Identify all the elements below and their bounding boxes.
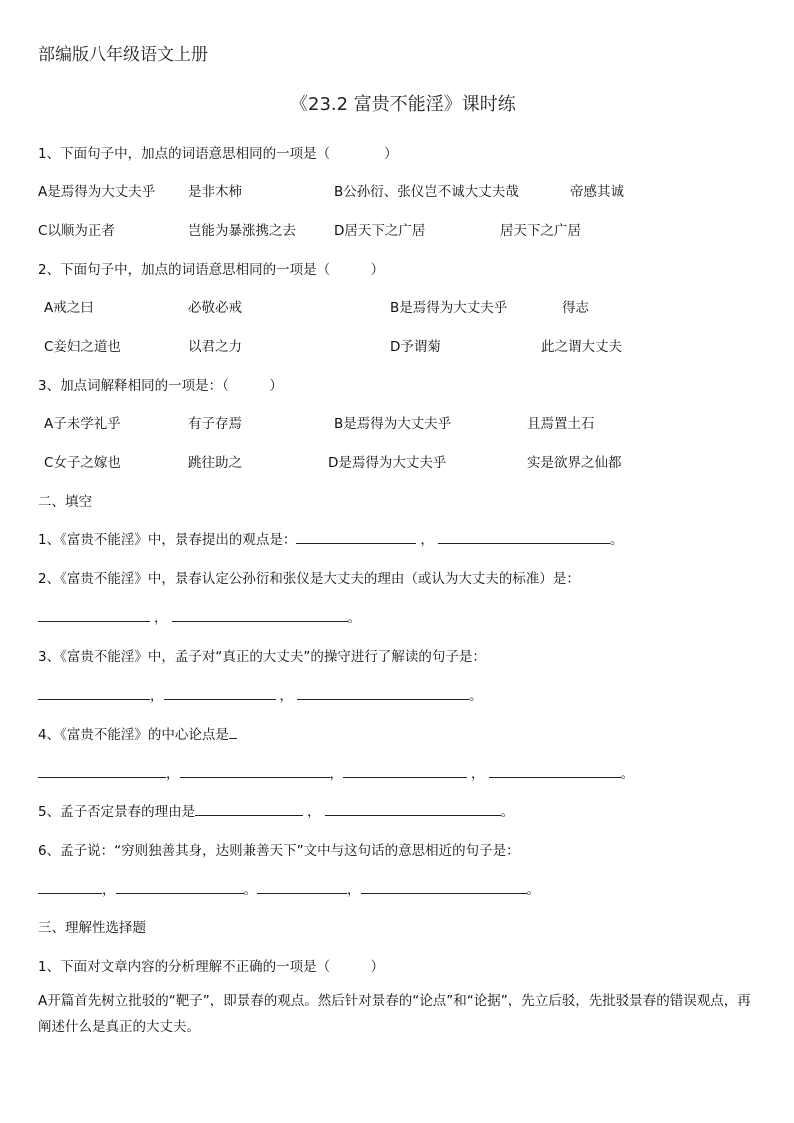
fill-q2-answer bbox=[38, 606, 361, 626]
fill-q3-sep-1: ， bbox=[150, 688, 164, 704]
fill-q6-blank-2[interactable] bbox=[116, 879, 244, 894]
q3-option-b-2: 且焉置土石 bbox=[527, 416, 595, 432]
q2-option-a-1: A戒之曰 bbox=[44, 300, 94, 316]
fill-q4-blank-4[interactable] bbox=[489, 763, 621, 778]
q1-option-d-2: 居天下之广居 bbox=[500, 223, 581, 239]
q1-option-c-1: C以顺为正者 bbox=[38, 223, 115, 239]
fill-q1-blank-1[interactable] bbox=[296, 529, 416, 544]
q2-stem: 2、下面句子中，加点的词语意思相同的一项是（ ） bbox=[38, 262, 385, 278]
q2-option-c-2: 以君之力 bbox=[188, 339, 242, 355]
fill-q4-sep-2: ， bbox=[329, 766, 343, 782]
q2-option-b-2: 得志 bbox=[562, 300, 589, 316]
q3-option-c-1: C女子之嫁也 bbox=[44, 455, 121, 471]
q1-option-a-1: A是焉得为大丈夫乎 bbox=[38, 184, 156, 200]
q1-option-c-2: 岂能为暴涨携之去 bbox=[188, 223, 296, 239]
q3-option-c-2: 跳往助之 bbox=[188, 455, 242, 471]
fill-q6-end: 。 bbox=[526, 882, 540, 898]
fill-q6-sep-3: ， bbox=[347, 882, 361, 898]
fill-q3-blank-3[interactable] bbox=[297, 685, 469, 700]
q1-option-b-2: 帝感其诚 bbox=[570, 184, 624, 200]
fill-q4-answer bbox=[38, 762, 634, 782]
q1-option-d-1: D居天下之广居 bbox=[334, 223, 426, 239]
fill-q5-end: 。 bbox=[500, 804, 515, 820]
fill-q1-sep: ， bbox=[420, 532, 434, 548]
fill-q6-blank-1[interactable] bbox=[38, 879, 102, 894]
fill-q5-blank-1[interactable] bbox=[195, 801, 303, 816]
fill-q3-sep-2: ， bbox=[279, 688, 293, 704]
fill-q1-text: 1、《富贵不能淫》中，景春提出的观点是： bbox=[38, 532, 297, 548]
fill-q4-blank-2[interactable] bbox=[180, 763, 330, 778]
document-title: 《23.2 富贵不能淫》课时练 bbox=[290, 94, 516, 115]
fill-q5-text: 5、孟子否定景春的理由是 bbox=[38, 804, 196, 820]
fill-q1 bbox=[38, 528, 623, 548]
fill-q3-blank-2[interactable] bbox=[164, 685, 276, 700]
fill-q4-blank-inline[interactable] bbox=[229, 724, 237, 739]
fill-q3-blank-1[interactable] bbox=[38, 685, 150, 700]
fill-q3-end: 。 bbox=[469, 688, 483, 704]
fill-q2-blank-1[interactable] bbox=[38, 607, 150, 622]
fill-q5-sep: ， bbox=[307, 804, 321, 820]
q3-stem: 3、加点词解释相同的一项是：（ ） bbox=[38, 378, 283, 394]
q1-stem: 1、下面句子中，加点的词语意思相同的一项是（ ） bbox=[38, 146, 398, 162]
document-header: 部编版八年级语文上册 bbox=[38, 45, 208, 65]
q3-option-d-2: 实是欲界之仙都 bbox=[527, 455, 622, 471]
q2-option-b-1: B是焉得为大丈夫乎 bbox=[390, 300, 508, 316]
q2-option-a-2: 必敬必戒 bbox=[188, 300, 242, 316]
q3-option-b-1: B是焉得为大丈夫乎 bbox=[334, 416, 452, 432]
q1-option-a-2: 是非木柿 bbox=[188, 184, 242, 200]
fill-q5 bbox=[38, 800, 514, 820]
section-fill-in-heading: 二、填空 bbox=[38, 494, 92, 510]
fill-q3-text: 3、《富贵不能淫》中，孟子对“真正的大丈夫”的操守进行了解读的句子是： bbox=[38, 649, 486, 665]
q3-option-a-2: 有子存焉 bbox=[188, 416, 242, 432]
fill-q3-answer bbox=[38, 684, 483, 704]
fill-q5-blank-2[interactable] bbox=[325, 801, 501, 816]
fill-q2-text: 2、《富贵不能淫》中，景春认定公孙衍和张仪是大丈夫的理由（或认为大丈夫的标准）是： bbox=[38, 571, 580, 587]
comp-q1-option-a: A开篇首先树立批驳的“靶子”，即景春的观点。然后针对景春的“论点”和“论据”，先立后驳，先批驳景春的错误观点，再阐述什么是真正的大丈夫。 bbox=[38, 993, 751, 1035]
fill-q2-blank-2[interactable] bbox=[172, 607, 348, 622]
fill-q4-blank-1[interactable] bbox=[38, 763, 166, 778]
q3-option-d-1: D是焉得为大丈夫乎 bbox=[328, 455, 447, 471]
section-comprehension-heading: 三、理解性选择题 bbox=[38, 920, 146, 936]
fill-q4 bbox=[38, 723, 237, 743]
comp-q1-stem: 1、下面对文章内容的分析理解不正确的一项是（ ） bbox=[38, 959, 385, 975]
fill-q6-blank-3[interactable] bbox=[257, 879, 347, 894]
fill-q1-blank-2[interactable] bbox=[438, 529, 610, 544]
fill-q6-blank-4[interactable] bbox=[361, 879, 527, 894]
fill-q2-sep: ， bbox=[154, 610, 168, 626]
fill-q4-end: 。 bbox=[620, 766, 634, 782]
fill-q4-blank-3[interactable] bbox=[343, 763, 467, 778]
q2-option-c-1: C妾妇之道也 bbox=[44, 339, 121, 355]
fill-q6-text: 6、孟子说：“穷则独善其身，达则兼善天下”文中与这句话的意思相近的句子是： bbox=[38, 843, 520, 859]
fill-q4-sep-1: ， bbox=[166, 766, 180, 782]
fill-q4-sep-3: ， bbox=[471, 766, 485, 782]
q2-option-d-1: D予谓菊 bbox=[390, 339, 441, 355]
q2-option-d-2: 此之谓大丈夫 bbox=[541, 339, 622, 355]
fill-q6-sep-1: ， bbox=[102, 882, 116, 898]
q3-option-a-1: A子未学礼乎 bbox=[44, 416, 121, 432]
fill-q4-text: 4、《富贵不能淫》的中心论点是 bbox=[38, 727, 229, 743]
q1-option-b-1: B公孙衍、张仪岂不诚大丈夫哉 bbox=[334, 184, 519, 200]
fill-q6-sep-2: 。 bbox=[243, 882, 257, 898]
fill-q6-answer bbox=[38, 878, 540, 898]
fill-q2-end: 。 bbox=[347, 610, 361, 626]
fill-q1-end: 。 bbox=[609, 532, 624, 548]
